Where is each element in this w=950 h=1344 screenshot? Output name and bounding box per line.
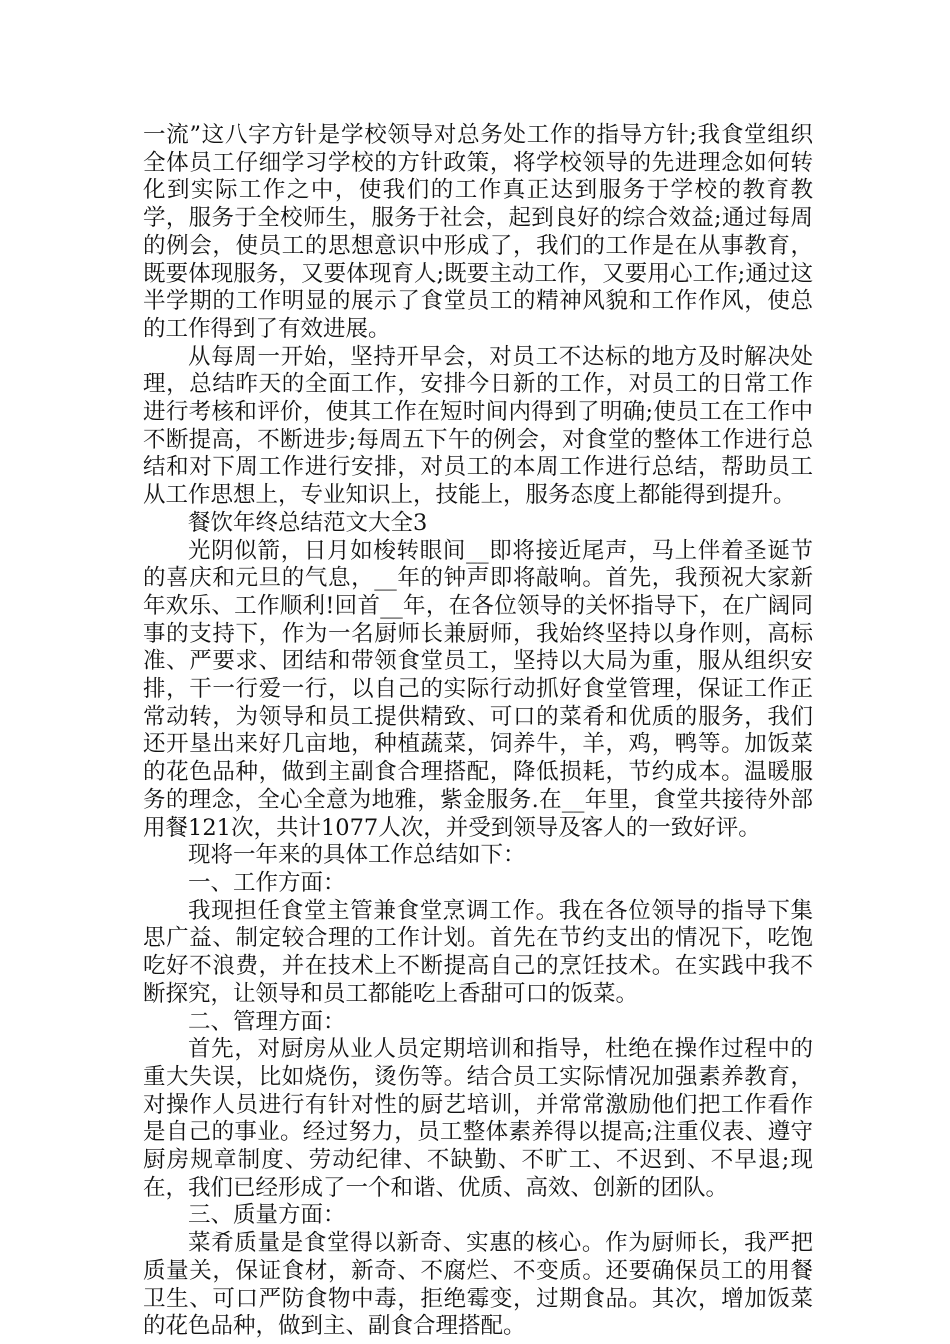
paragraph-summary-intro: 现将一年来的具体工作总结如下： (188, 842, 526, 869)
paragraph-work: 我现担任食堂主管兼食堂烹调工作。我在各位领导的指导下集思广益、制定较合理的工作计划。首先在节约支出的情况下，吃饱吃好不浪费，并在技术上不断提高自己的烹饪技术。在实践中我不断探究，让领导和员工都能吃上香甜可口的饭菜。 (143, 897, 813, 1007)
paragraph-2: 从每周一开始，坚持开早会，对员工不达标的地方及时解决处理，总结昨天的全面工作，安排今日新的工作，对员工的日常工作进行考核和评价，使其工作在短时间内得到了明确;使员工在工作中不断提高，不断进步;每周五下午的例会，对食堂的整体工作进行总结和对下周工作进行安排，对员工的本周工作进行总结，帮助员工从工作思想上，专业知识上，技能上，服务态度上都能得到提升。 (143, 343, 813, 509)
paragraph-quality: 菜肴质量是食堂得以新奇、实惠的核心。作为厨师长，我严把质量关，保证食材，新奇、不腐烂、不变质。还要确保员工的用餐卫生、可口严防食物中毒，拒绝霉变，过期食品。其次，增加饭菜的花色品种，做到主、副食合理搭配。 (143, 1230, 813, 1340)
paragraph-3: 光阴似箭，日月如梭转眼间__即将接近尾声，马上伴着圣诞节的喜庆和元旦的气息，__年的钟声即将敲响。首先，我预祝大家新年欢乐、工作顺利!回首__年，在各位领导的关怀指导下，在广阔同事的支持下，作为一名厨师长兼厨师，我始终坚持以身作则，高标准、严要求、团结和带领食堂员工，坚持以大局为重，服从组织安排，干一行爱一行，以自己的实际行动抓好食堂管理，保证工作正常动转，为领导和员工提供精致、可口的菜肴和优质的服务，我们还开垦出来好几亩地，种植蔬菜，饲养牛，羊，鸡，鸭等。加饭菜的花色品种，做到主副食合理搭配，降低损耗，节约成本。温暖服务的理念，全心全意为地雅，紫金服务.在__年里，食堂共接待外部用餐121次，共计1077人次，并受到领导及客人的一致好评。 (143, 537, 813, 841)
heading-work: 一、工作方面： (188, 869, 346, 896)
paragraph-1: 一流”这八字方针是学校领导对总务处工作的指导方针;我食堂组织全体员工仔细学习学校的方针政策，将学校领导的先进理念如何转化到实际工作之中，使我们的工作真正达到服务于学校的教育教学，服务于全校师生，服务于社会，起到良好的综合效益;通过每周的例会，使员工的思想意识中形成了，我们的工作是在从事教育，既要体现服务，又要体现育人;既要主动工作，又要用心工作;通过这半学期的工作明显的展示了食堂员工的精神风貌和工作作风，使总的工作得到了有效进展。 (143, 122, 813, 342)
heading-quality: 三、质量方面： (188, 1202, 346, 1229)
document-body (143, 122, 813, 1341)
heading-management: 二、管理方面： (188, 1008, 346, 1035)
section-heading-example-3: 餐饮年终总结范文大全3 (188, 509, 428, 536)
paragraph-management: 首先，对厨房从业人员定期培训和指导，杜绝在操作过程中的重大失误，比如烧伤，烫伤等。结合员工实际情况加强素养教育，对操作人员进行有针对性的厨艺培训，并常常激励他们把工作看作是自己的事业。经过努力，员工整体素养得以提高;注重仪表、遵守厨房规章制度、劳动纪律、不缺勤、不旷工、不迟到、不早退;现在，我们已经形成了一个和谐、优质、高效、创新的团队。 (143, 1036, 813, 1201)
